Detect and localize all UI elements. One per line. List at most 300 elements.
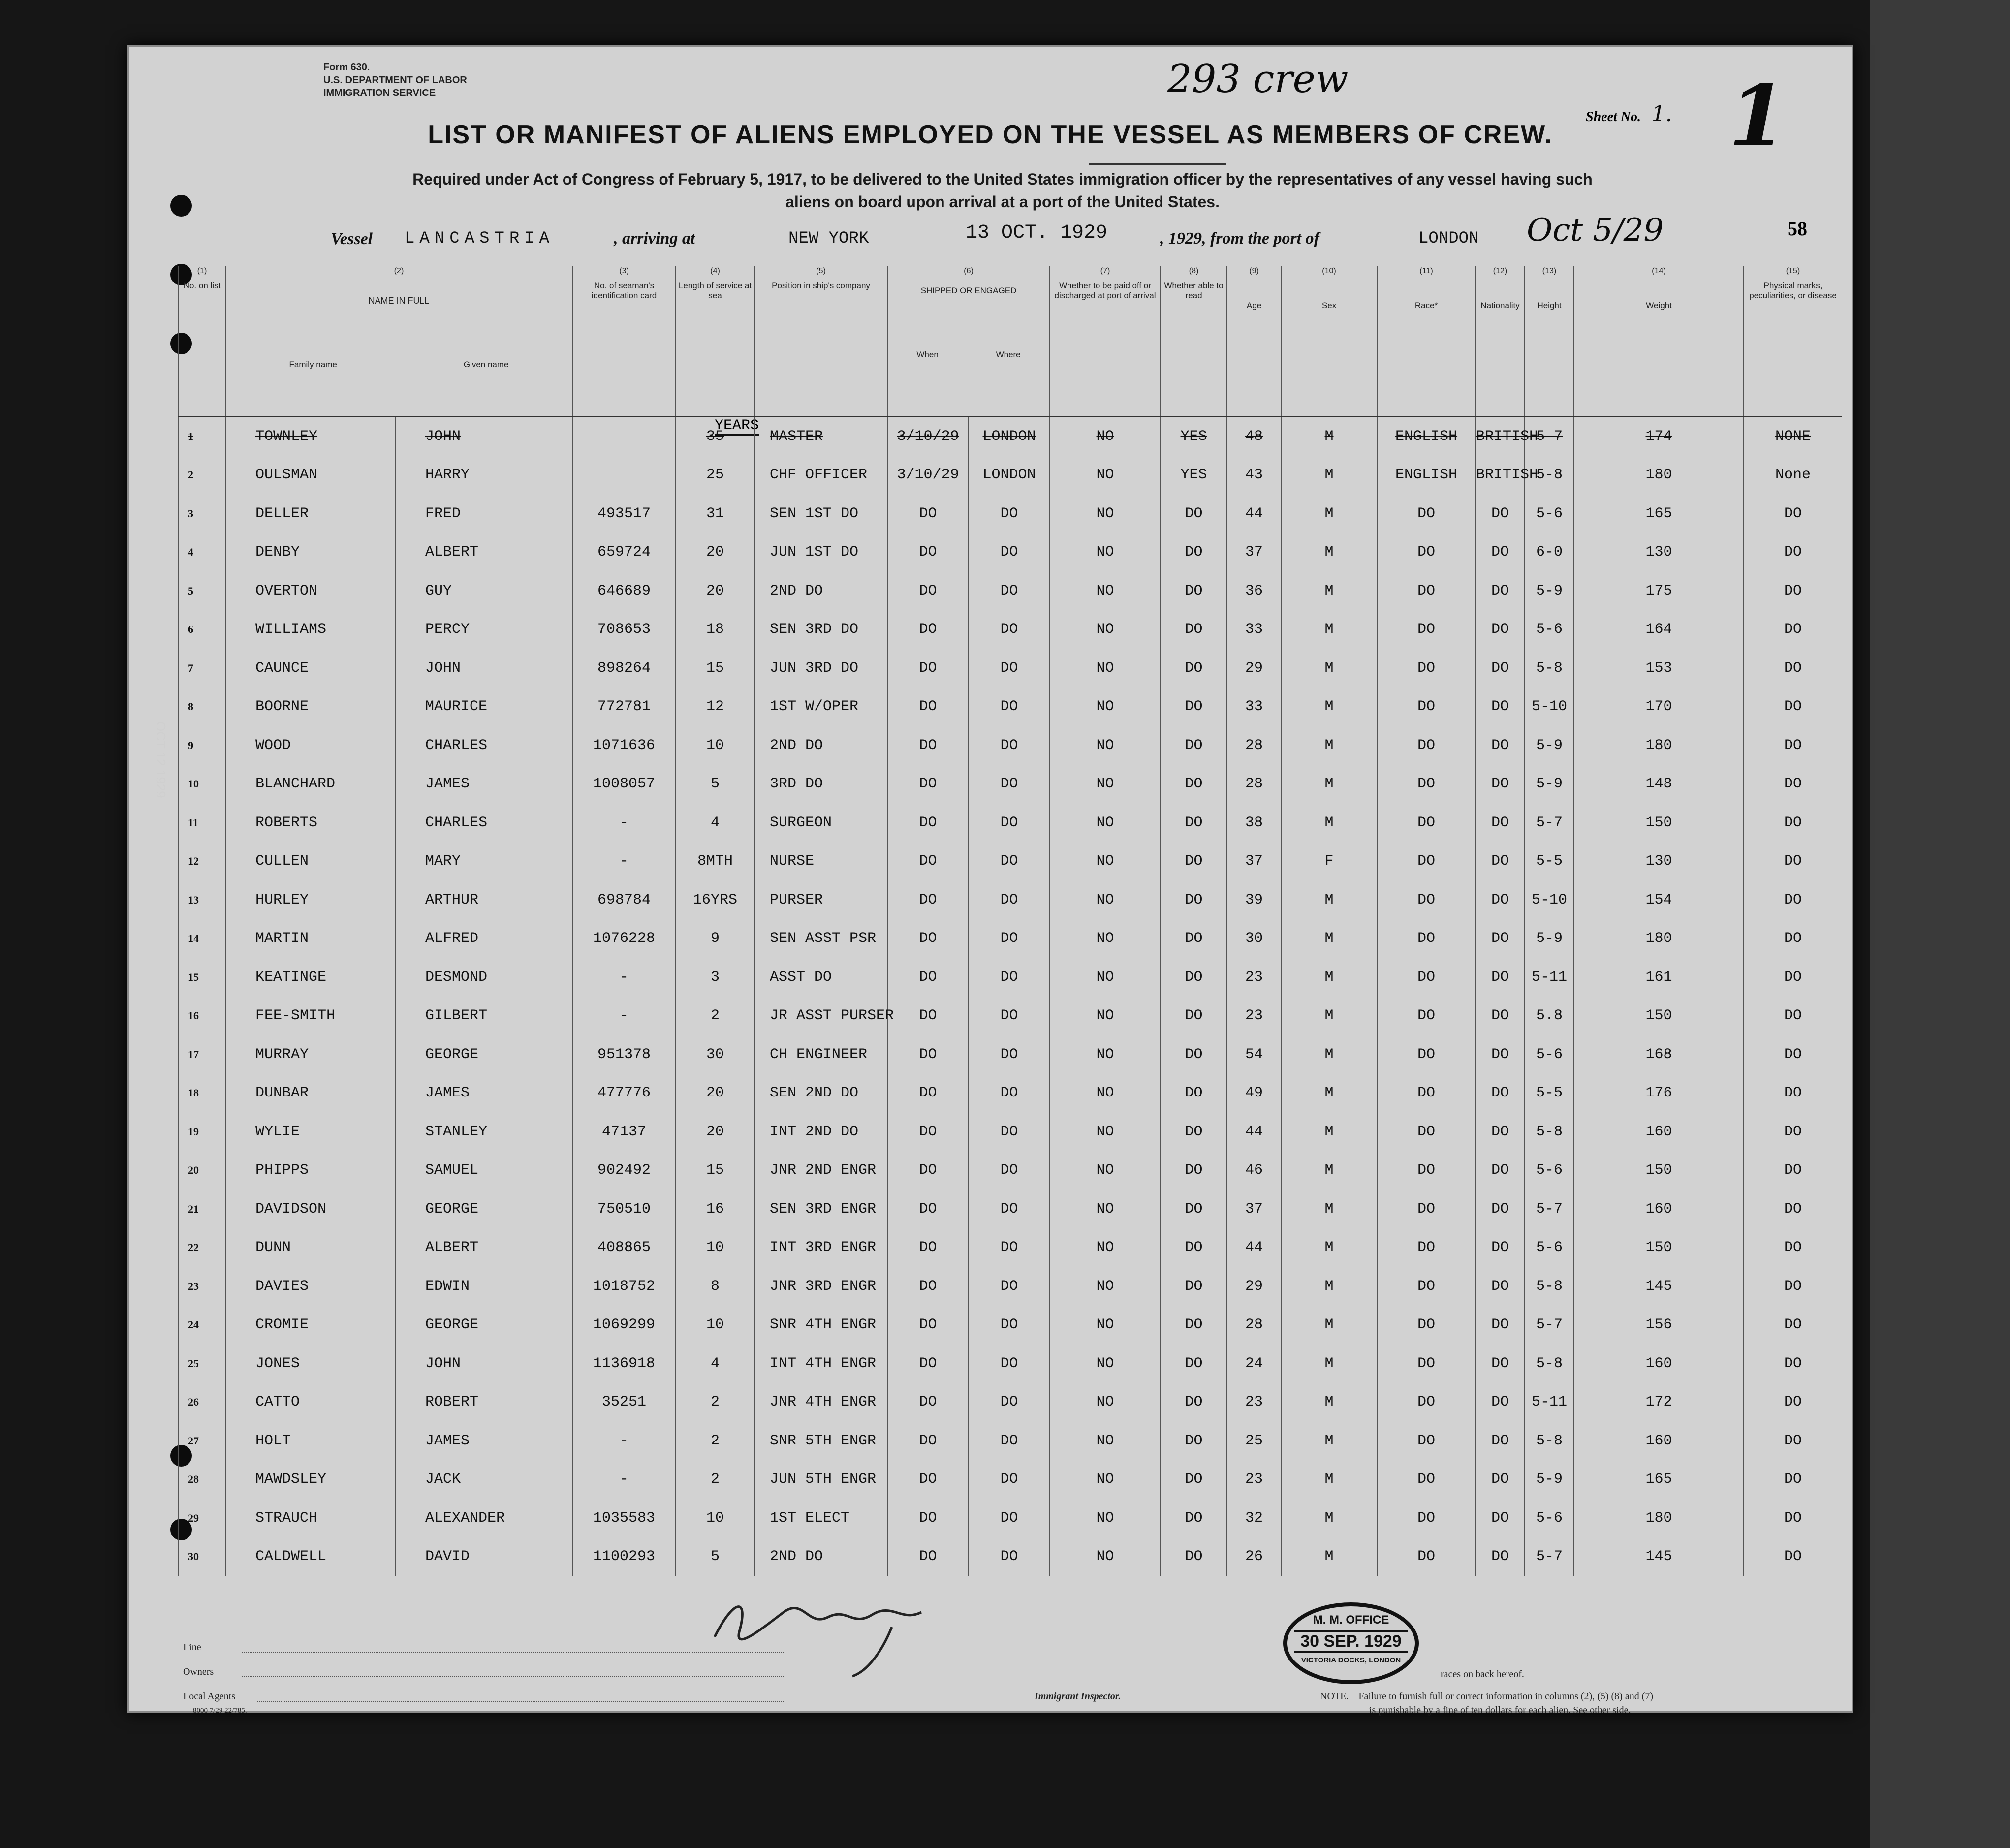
position: SEN 3RD ENGR xyxy=(754,1190,887,1229)
weight: 165 xyxy=(1574,495,1744,533)
nationality: DO xyxy=(1476,881,1525,920)
race: DO xyxy=(1377,1422,1476,1461)
paid-off: NO xyxy=(1050,726,1161,765)
weight: 150 xyxy=(1574,804,1744,843)
service-length: 4 xyxy=(676,1345,754,1383)
family-name: PHIPPS xyxy=(225,1151,395,1190)
nationality: DO xyxy=(1476,997,1525,1035)
paid-off: NO xyxy=(1050,1190,1161,1229)
weight: 175 xyxy=(1574,572,1744,611)
shipped-when: 3/10/29 xyxy=(887,416,969,456)
family-name: BOORNE xyxy=(225,688,395,726)
nationality: DO xyxy=(1476,1267,1525,1306)
given-name: ARTHUR xyxy=(395,881,572,920)
shipped-when: DO xyxy=(887,842,969,881)
row-number: 27 xyxy=(179,1422,225,1461)
id-card-number: - xyxy=(572,842,676,881)
nationality: DO xyxy=(1476,919,1525,958)
shipped-where: DO xyxy=(969,1228,1050,1267)
position: JUN 1ST DO xyxy=(754,533,887,572)
row-number: 5 xyxy=(179,572,225,611)
row-number: 13 xyxy=(179,881,225,920)
physical-marks: DO xyxy=(1744,1190,1842,1229)
age: 23 xyxy=(1227,997,1281,1035)
table-row xyxy=(179,1499,1842,1538)
given-name: GUY xyxy=(395,572,572,611)
row-number: 21 xyxy=(179,1190,225,1229)
punch-hole xyxy=(170,195,192,217)
age: 28 xyxy=(1227,765,1281,804)
shipped-when: DO xyxy=(887,1228,969,1267)
height: 5-8 xyxy=(1525,1422,1574,1461)
race: DO xyxy=(1377,997,1476,1035)
physical-marks: NONE xyxy=(1744,416,1842,456)
paid-off: NO xyxy=(1050,1074,1161,1113)
row-number: 23 xyxy=(179,1267,225,1306)
shipped-when: DO xyxy=(887,1113,969,1152)
service-length: 20 xyxy=(676,533,754,572)
position: MASTER xyxy=(754,416,887,456)
position: INT 4TH ENGR xyxy=(754,1345,887,1383)
id-card-number: 47137 xyxy=(572,1113,676,1152)
height: 5-6 xyxy=(1525,1035,1574,1074)
col-header-family: Family name xyxy=(289,360,337,369)
row-number: 9 xyxy=(179,726,225,765)
weight: 161 xyxy=(1574,958,1744,997)
table-row xyxy=(179,1151,1842,1190)
height: 5-6 xyxy=(1525,1151,1574,1190)
shipped-when: DO xyxy=(887,1035,969,1074)
id-card-number: 1008057 xyxy=(572,765,676,804)
arriving-label: , arriving at xyxy=(614,229,695,248)
shipped-where: DO xyxy=(969,1113,1050,1152)
col-header-where: Where xyxy=(996,350,1021,359)
family-name: MAWDSLEY xyxy=(225,1460,395,1499)
paid-off: NO xyxy=(1050,1113,1161,1152)
id-card-number: 1071636 xyxy=(572,726,676,765)
vessel-label-text: Vessel xyxy=(331,230,373,248)
form-number: Form 630. xyxy=(323,62,370,73)
given-name: JACK xyxy=(395,1460,572,1499)
given-name: SAMUEL xyxy=(395,1151,572,1190)
table-row xyxy=(179,1267,1842,1306)
col-header-race: (11) Race* xyxy=(1377,266,1476,416)
shipped-when: DO xyxy=(887,1151,969,1190)
line-label: Line xyxy=(183,1642,201,1653)
row-number: 6 xyxy=(179,610,225,649)
nationality: DO xyxy=(1476,1537,1525,1576)
age: 23 xyxy=(1227,958,1281,997)
given-name: JOHN xyxy=(395,649,572,688)
sex: M xyxy=(1281,765,1377,804)
height: 5-10 xyxy=(1525,881,1574,920)
given-name: ROBERT xyxy=(395,1383,572,1422)
physical-marks: DO xyxy=(1744,572,1842,611)
office-stamp xyxy=(1283,1602,1419,1684)
family-name: MURRAY xyxy=(225,1035,395,1074)
given-name: EDWIN xyxy=(395,1267,572,1306)
id-card-number: 708653 xyxy=(572,610,676,649)
able-to-read: DO xyxy=(1161,1074,1227,1113)
physical-marks: DO xyxy=(1744,1035,1842,1074)
sex: M xyxy=(1281,1306,1377,1345)
col-header-number: (1) No. on list xyxy=(179,266,225,416)
paid-off: NO xyxy=(1050,572,1161,611)
family-name: MARTIN xyxy=(225,919,395,958)
col-header-marks: (15) Physical marks, peculiarities, or disease xyxy=(1744,266,1842,416)
paid-off: NO xyxy=(1050,1460,1161,1499)
shipped-when: DO xyxy=(887,495,969,533)
age: 43 xyxy=(1227,456,1281,495)
height: 5-11 xyxy=(1525,958,1574,997)
family-name: DELLER xyxy=(225,495,395,533)
id-card-number: 898264 xyxy=(572,649,676,688)
family-name: STRAUCH xyxy=(225,1499,395,1538)
paid-off: NO xyxy=(1050,416,1161,456)
race: DO xyxy=(1377,1074,1476,1113)
sex: M xyxy=(1281,1151,1377,1190)
able-to-read: DO xyxy=(1161,1113,1227,1152)
race: DO xyxy=(1377,1383,1476,1422)
height: 5.8 xyxy=(1525,997,1574,1035)
row-number: 26 xyxy=(179,1383,225,1422)
height: 5-8 xyxy=(1525,649,1574,688)
shipped-when: DO xyxy=(887,997,969,1035)
service-length: 10 xyxy=(676,1228,754,1267)
shipped-when: DO xyxy=(887,1190,969,1229)
able-to-read: DO xyxy=(1161,688,1227,726)
sex: M xyxy=(1281,1460,1377,1499)
background-shadow xyxy=(1870,0,2010,1848)
row-number: 1 xyxy=(179,416,225,456)
weight: 160 xyxy=(1574,1190,1744,1229)
id-card-number: - xyxy=(572,958,676,997)
owners-label: Owners xyxy=(183,1666,214,1677)
height: 5-5 xyxy=(1525,842,1574,881)
shipped-where: DO xyxy=(969,1074,1050,1113)
row-number: 22 xyxy=(179,1228,225,1267)
weight: 160 xyxy=(1574,1422,1744,1461)
inspector-label: Immigrant Inspector. xyxy=(1035,1691,1121,1702)
id-card-number xyxy=(572,456,676,495)
service-length: 10 xyxy=(676,1306,754,1345)
race: DO xyxy=(1377,842,1476,881)
position: NURSE xyxy=(754,842,887,881)
position: JNR 2ND ENGR xyxy=(754,1151,887,1190)
able-to-read: DO xyxy=(1161,881,1227,920)
sex: M xyxy=(1281,1074,1377,1113)
weight: 148 xyxy=(1574,765,1744,804)
shipped-where: DO xyxy=(969,726,1050,765)
physical-marks: None xyxy=(1744,456,1842,495)
family-name: HOLT xyxy=(225,1422,395,1461)
sex: F xyxy=(1281,842,1377,881)
paid-off: NO xyxy=(1050,610,1161,649)
id-card-number: - xyxy=(572,1460,676,1499)
race: DO xyxy=(1377,610,1476,649)
age: 39 xyxy=(1227,881,1281,920)
col-header-position: (5) Position in ship's company xyxy=(754,266,887,416)
height: 5-6 xyxy=(1525,1228,1574,1267)
id-card-number: 1069299 xyxy=(572,1306,676,1345)
given-name: GEORGE xyxy=(395,1306,572,1345)
physical-marks: DO xyxy=(1744,881,1842,920)
physical-marks: DO xyxy=(1744,1228,1842,1267)
given-name: ALFRED xyxy=(395,919,572,958)
weight: 168 xyxy=(1574,1035,1744,1074)
table-row xyxy=(179,1306,1842,1345)
note-line: is punishable by a fine of ten dollars for each alien. See other side. xyxy=(1369,1705,1631,1716)
weight: 180 xyxy=(1574,919,1744,958)
shipped-when: DO xyxy=(887,726,969,765)
physical-marks: DO xyxy=(1744,533,1842,572)
given-name: DESMOND xyxy=(395,958,572,997)
age: 33 xyxy=(1227,688,1281,726)
position: PURSER xyxy=(754,881,887,920)
shipped-where: DO xyxy=(969,765,1050,804)
handwritten-date: Oct 5/29 xyxy=(1527,212,1664,249)
shipped-where: DO xyxy=(969,842,1050,881)
table-row xyxy=(179,533,1842,572)
stamp-top: M. M. OFFICE xyxy=(1313,1613,1389,1627)
nationality: DO xyxy=(1476,726,1525,765)
shipped-where: DO xyxy=(969,1151,1050,1190)
physical-marks: DO xyxy=(1744,842,1842,881)
position: SEN 3RD DO xyxy=(754,610,887,649)
service-length: 16 xyxy=(676,1190,754,1229)
shipped-where: LONDON xyxy=(969,456,1050,495)
age: 26 xyxy=(1227,1537,1281,1576)
table-row xyxy=(179,456,1842,495)
table-row xyxy=(179,765,1842,804)
age: 44 xyxy=(1227,495,1281,533)
physical-marks: DO xyxy=(1744,1383,1842,1422)
row-number: 20 xyxy=(179,1151,225,1190)
given-name: PERCY xyxy=(395,610,572,649)
physical-marks: DO xyxy=(1744,919,1842,958)
age: 36 xyxy=(1227,572,1281,611)
service-length: 12 xyxy=(676,688,754,726)
given-name: ALBERT xyxy=(395,533,572,572)
weight: 174 xyxy=(1574,416,1744,456)
age: 38 xyxy=(1227,804,1281,843)
height: 5-6 xyxy=(1525,1499,1574,1538)
line-field xyxy=(242,1652,784,1653)
weight: 165 xyxy=(1574,1460,1744,1499)
height: 5-9 xyxy=(1525,572,1574,611)
family-name: DUNN xyxy=(225,1228,395,1267)
shipped-when: DO xyxy=(887,610,969,649)
physical-marks: DO xyxy=(1744,688,1842,726)
race: DO xyxy=(1377,1113,1476,1152)
paid-off: NO xyxy=(1050,688,1161,726)
race: DO xyxy=(1377,804,1476,843)
position: SEN ASST PSR xyxy=(754,919,887,958)
shipped-when: DO xyxy=(887,1267,969,1306)
position: SEN 1ST DO xyxy=(754,495,887,533)
nationality: DO xyxy=(1476,958,1525,997)
given-name: ALEXANDER xyxy=(395,1499,572,1538)
able-to-read: DO xyxy=(1161,1190,1227,1229)
nationality: DO xyxy=(1476,1499,1525,1538)
nationality: DO xyxy=(1476,572,1525,611)
owners-field xyxy=(242,1676,784,1677)
col-header-card: (3) No. of seaman's identification card xyxy=(572,266,676,416)
nationality: DO xyxy=(1476,1345,1525,1383)
age: 48 xyxy=(1227,416,1281,456)
family-name: OULSMAN xyxy=(225,456,395,495)
paid-off: NO xyxy=(1050,958,1161,997)
paid-off: NO xyxy=(1050,456,1161,495)
race: DO xyxy=(1377,726,1476,765)
position: CH ENGINEER xyxy=(754,1035,887,1074)
race: DO xyxy=(1377,1306,1476,1345)
row-number: 8 xyxy=(179,688,225,726)
age: 37 xyxy=(1227,533,1281,572)
able-to-read: YES xyxy=(1161,416,1227,456)
nationality: BRITISH xyxy=(1476,416,1525,456)
table-row xyxy=(179,1460,1842,1499)
paid-off: NO xyxy=(1050,804,1161,843)
shipped-when: DO xyxy=(887,1074,969,1113)
race: DO xyxy=(1377,1151,1476,1190)
note-line: NOTE.—Failure to furnish full or correct information in columns (2), (5) (8) and (7) xyxy=(1320,1691,1654,1702)
family-name: JONES xyxy=(225,1345,395,1383)
paid-off: NO xyxy=(1050,1422,1161,1461)
row-number: 2 xyxy=(179,456,225,495)
paid-off: NO xyxy=(1050,1151,1161,1190)
sex: M xyxy=(1281,958,1377,997)
weight: 154 xyxy=(1574,881,1744,920)
big-handwritten-mark: 1 xyxy=(1728,67,1787,165)
row-number: 18 xyxy=(179,1074,225,1113)
service-length: 5 xyxy=(676,765,754,804)
paid-off: NO xyxy=(1050,495,1161,533)
handwritten-crew-count: 293 crew xyxy=(1167,57,1349,101)
side-date-stamp: OCT 12 1929 xyxy=(154,721,168,798)
family-name: TOWNLEY xyxy=(225,416,395,456)
sex: M xyxy=(1281,881,1377,920)
service-length: 16YRS xyxy=(676,881,754,920)
paid-off: NO xyxy=(1050,1267,1161,1306)
table-row xyxy=(179,726,1842,765)
able-to-read: YES xyxy=(1161,456,1227,495)
race: DO xyxy=(1377,572,1476,611)
given-name: GILBERT xyxy=(395,997,572,1035)
col-header-paid-off: (7) Whether to be paid off or discharged at port of arrival xyxy=(1050,266,1161,416)
weight: 130 xyxy=(1574,842,1744,881)
age: 37 xyxy=(1227,1190,1281,1229)
able-to-read: DO xyxy=(1161,495,1227,533)
height: 5-8 xyxy=(1525,456,1574,495)
age: 28 xyxy=(1227,1306,1281,1345)
row-number: 12 xyxy=(179,842,225,881)
physical-marks: DO xyxy=(1744,1113,1842,1152)
able-to-read: DO xyxy=(1161,1460,1227,1499)
position: SEN 2ND DO xyxy=(754,1074,887,1113)
family-name: ROBERTS xyxy=(225,804,395,843)
given-name: CHARLES xyxy=(395,804,572,843)
physical-marks: DO xyxy=(1744,765,1842,804)
id-card-number: - xyxy=(572,1422,676,1461)
shipped-when: DO xyxy=(887,649,969,688)
family-name: CAUNCE xyxy=(225,649,395,688)
family-name: FEE-SMITH xyxy=(225,997,395,1035)
able-to-read: DO xyxy=(1161,1267,1227,1306)
nationality: DO xyxy=(1476,1306,1525,1345)
physical-marks: DO xyxy=(1744,1151,1842,1190)
weight: 180 xyxy=(1574,1499,1744,1538)
col-header-age: (9) Age xyxy=(1227,266,1281,416)
shipped-when: DO xyxy=(887,1345,969,1383)
service-length: 30 xyxy=(676,1035,754,1074)
nationality: DO xyxy=(1476,649,1525,688)
table-row xyxy=(179,416,1842,456)
col-header-height: (13) Height xyxy=(1525,266,1574,416)
position: SNR 4TH ENGR xyxy=(754,1306,887,1345)
weight: 156 xyxy=(1574,1306,1744,1345)
shipped-where: DO xyxy=(969,1267,1050,1306)
service-length: 20 xyxy=(676,1074,754,1113)
shipped-where: DO xyxy=(969,1345,1050,1383)
position: INT 2ND DO xyxy=(754,1113,887,1152)
col-header-name: (2) NAME IN FULL Family name Given name xyxy=(225,266,572,416)
row-number: 4 xyxy=(179,533,225,572)
vessel-name: LANCASTRIA xyxy=(405,229,555,248)
physical-marks: DO xyxy=(1744,1422,1842,1461)
age: 29 xyxy=(1227,649,1281,688)
weight: 150 xyxy=(1574,997,1744,1035)
page-number: 58 xyxy=(1788,218,1807,240)
race: DO xyxy=(1377,533,1476,572)
race: DO xyxy=(1377,1267,1476,1306)
age: 24 xyxy=(1227,1345,1281,1383)
table-row xyxy=(179,1113,1842,1152)
nationality: DO xyxy=(1476,804,1525,843)
height: 5-9 xyxy=(1525,765,1574,804)
id-card-number: 493517 xyxy=(572,495,676,533)
table-row xyxy=(179,804,1842,843)
print-code: 8000 7/29 22/785. xyxy=(193,1707,247,1715)
table-row xyxy=(179,1422,1842,1461)
service-length: 10 xyxy=(676,726,754,765)
able-to-read: DO xyxy=(1161,919,1227,958)
shipped-when: DO xyxy=(887,1460,969,1499)
position: CHF OFFICER xyxy=(754,456,887,495)
table-row xyxy=(179,1537,1842,1576)
paid-off: NO xyxy=(1050,1228,1161,1267)
shipped-where: DO xyxy=(969,1537,1050,1576)
age: 29 xyxy=(1227,1267,1281,1306)
table-row xyxy=(179,1074,1842,1113)
shipped-when: DO xyxy=(887,533,969,572)
agents-label: Local Agents xyxy=(183,1691,236,1702)
race: ENGLISH xyxy=(1377,456,1476,495)
able-to-read: DO xyxy=(1161,726,1227,765)
given-name: ALBERT xyxy=(395,1228,572,1267)
years-label: YEARS xyxy=(715,417,759,436)
nationality: DO xyxy=(1476,1460,1525,1499)
vessel-label xyxy=(331,229,373,249)
position: JUN 3RD DO xyxy=(754,649,887,688)
shipped-where: DO xyxy=(969,495,1050,533)
position: JNR 3RD ENGR xyxy=(754,1267,887,1306)
sex: M xyxy=(1281,610,1377,649)
given-name: GEORGE xyxy=(395,1190,572,1229)
height: 5-9 xyxy=(1525,1460,1574,1499)
race: DO xyxy=(1377,765,1476,804)
table-row xyxy=(179,1345,1842,1383)
